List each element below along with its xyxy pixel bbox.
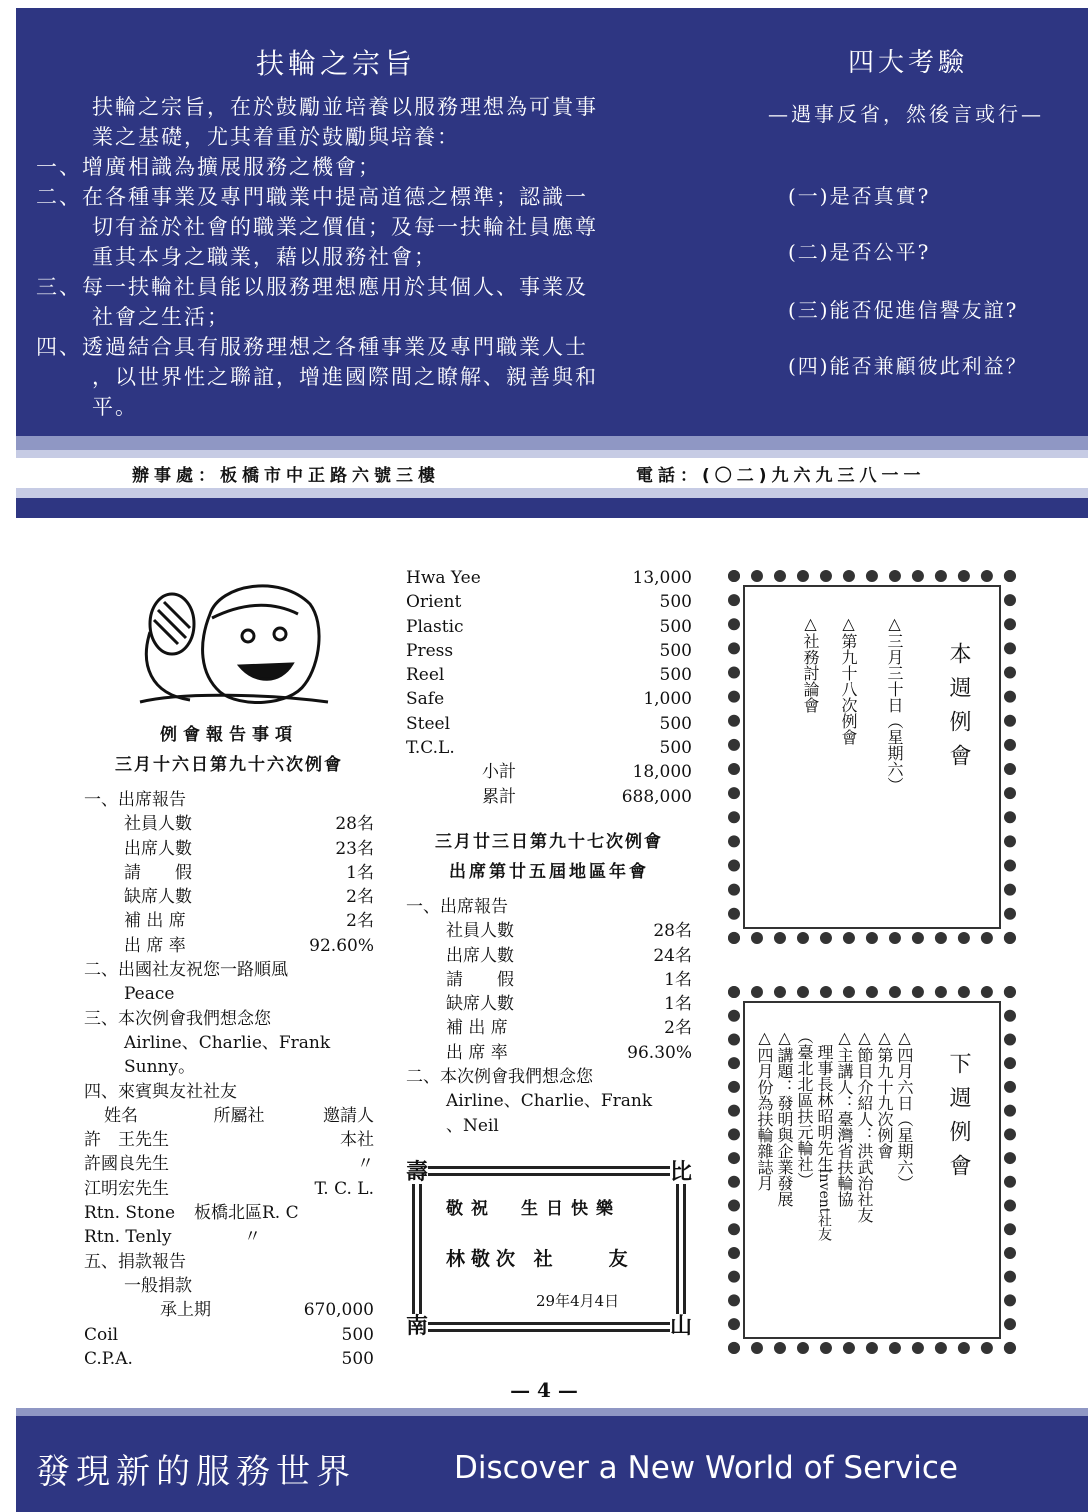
purpose-item-2c: 重其本身之職業，藉以服務社會；: [92, 245, 437, 269]
birthday-date: 29年4月4日: [536, 1292, 620, 1310]
section-heading: 四、來賓與友社社友: [84, 1081, 237, 1102]
purpose-item-3a: 三、每一扶輪社員能以服務理想應用於其個人、事業及: [36, 275, 588, 299]
next-week-line: △講題：發明與企業發展: [775, 1028, 794, 1207]
attendance-row: 出 席 率 92.60%: [124, 935, 374, 956]
next-week-line: △第九十九次例會: [875, 1028, 894, 1159]
donation-row: Reel 500: [406, 665, 692, 686]
purpose-title: 扶輪之宗旨: [256, 47, 417, 80]
attendance-row: 請 假 1名: [446, 969, 692, 990]
attendance-heading: 一、出席報告: [406, 896, 508, 917]
donation-row: T.C.L. 500: [406, 738, 692, 759]
four-way-test-q3: (三)能否促進信譽友誼?: [788, 298, 1019, 322]
next-week-line: 理事長林昭明先生: [815, 1028, 834, 1172]
attendance-row: 補 出 席 2名: [446, 1018, 692, 1039]
attendance-row: 社員人數 28名: [124, 814, 374, 835]
next-week-line: △四月六日（星期六）: [895, 1028, 914, 1191]
guest-row: Rtn. Tenly 〃: [84, 1227, 261, 1248]
guest-table-header: 姓名 所屬社 邀請人: [104, 1105, 374, 1126]
office-address: 辦事處：板橋市中正路六號三樓: [132, 466, 440, 486]
office-phone: 電話：(〇二)九六九三八一一: [636, 466, 926, 486]
attendance-row: 社員人數 28名: [446, 921, 692, 942]
section-body: Airline、Charlie、Frank: [446, 1091, 653, 1112]
slogan-english: Discover a New World of Service: [454, 1450, 958, 1486]
four-way-test-subtitle: —遇事反省，然後言或行—: [768, 102, 1044, 126]
guest-row: 許國良先生 〃: [84, 1154, 374, 1175]
this-week-meeting-box: [728, 570, 1016, 944]
attendance-row: 出席人數 24名: [446, 945, 692, 966]
attendance-row: 出 席 率 96.30%: [446, 1042, 692, 1063]
purpose-item-2a: 二、在各種事業及專門職業中提高道德之標準；認識一: [36, 185, 588, 209]
divider-stripe: [16, 488, 1088, 498]
rotary-purpose-panel: [16, 8, 1088, 436]
purpose-intro-2: 業之基礎，尤其着重於鼓勵與培養：: [92, 125, 460, 149]
donation-row: Press 500: [406, 640, 692, 661]
four-way-test-q2: (二)是否公平?: [788, 240, 931, 264]
divider-stripe: [16, 450, 1088, 458]
this-week-line: △第九十八次例會: [839, 614, 858, 745]
purpose-item-4b: ，以世界性之聯誼，增進國際間之瞭解、親善與和: [92, 365, 598, 389]
section-body: Sunny。: [124, 1057, 196, 1078]
attendance-row: 缺席人數 1名: [446, 994, 692, 1015]
corner-char: 壽: [406, 1159, 429, 1185]
donations-and-report-97: [406, 566, 692, 1138]
purpose-item-4c: 平。: [92, 395, 138, 419]
section-heading: 三、本次例會我們想念您: [84, 1008, 271, 1029]
next-week-line: （臺北北區扶元輪社）: [795, 1028, 814, 1188]
next-week-line: △四月份為扶輪雜誌月: [755, 1028, 774, 1191]
attendance-row: 請 假 1名: [124, 862, 374, 883]
meeting-report-96: [84, 720, 374, 1371]
donation-row: Orient 500: [406, 592, 692, 613]
purpose-item-4a: 四、透過結合具有服務理想之各種事業及專門職業人士: [36, 335, 588, 359]
mascot-illustration: [120, 574, 330, 710]
slogan-chinese: 發現新的服務世界: [36, 1452, 356, 1492]
divider-stripe: [16, 498, 1088, 518]
section-heading: 二、出國社友祝您一路順風: [84, 960, 288, 981]
footer-stripe: [16, 1408, 1088, 1416]
next-week-line: △主講人：臺灣省扶輪協: [835, 1028, 854, 1207]
donation-row: Plastic 500: [406, 616, 692, 637]
four-way-test-title: 四大考驗: [848, 48, 969, 78]
purpose-item-2b: 切有益於社會的職業之價值；及每一扶輪社員應尊: [92, 215, 598, 239]
attendance-row: 補 出 席 2名: [124, 911, 374, 932]
four-way-test-q4: (四)能否兼顧彼此利益？: [788, 354, 1028, 378]
purpose-intro-1: 扶輪之宗旨，在於鼓勵並培養以服務理想為可貴事: [92, 95, 598, 119]
purpose-text: [36, 92, 696, 422]
purpose-item-1: 一、增廣相識為擴展服務之機會；: [36, 155, 381, 179]
next-week-title: 下週例會: [946, 1052, 971, 1188]
next-week-line: △節目介紹人：洪武治社友: [855, 1028, 874, 1223]
report-title: 例會報告事項: [160, 725, 298, 745]
next-week-meeting-box: [728, 986, 1016, 1354]
birthday-name: 林敬次 社 友: [446, 1248, 634, 1270]
section-body: Peace: [124, 984, 175, 1005]
donation-row: C.P.A. 500: [84, 1348, 374, 1369]
section-heading: 五、捐款報告: [84, 1251, 186, 1272]
report-subtitle: 三月十六日第九十六次例會: [115, 755, 343, 775]
corner-char: 南: [406, 1313, 429, 1339]
report97-title: 三月廿三日第九十七次例會: [435, 831, 663, 852]
attendance-heading: 一、出席報告: [84, 790, 186, 810]
section-body: 、Neil: [446, 1115, 499, 1136]
next-week-note: Invent社友: [816, 1168, 832, 1242]
this-week-title: 本週例會: [946, 642, 971, 778]
section-subheading: 一般捐款: [124, 1275, 192, 1296]
donation-row: Steel 500: [406, 713, 692, 734]
this-week-line: △社務討論會: [801, 614, 820, 713]
section-heading: 二、本次例會我們想念您: [406, 1067, 593, 1088]
donation-row: Hwa Yee 13,000: [406, 568, 692, 588]
divider-stripe: [16, 436, 1088, 450]
donation-row: 承上期 670,000: [160, 1300, 374, 1321]
birthday-greeting: 敬祝 生日快樂: [446, 1199, 621, 1219]
report97-subtitle: 出席第廿五屆地區年會: [449, 861, 649, 882]
guest-row: 江明宏先生 T. C. L.: [84, 1178, 374, 1199]
guest-row: Rtn. Stone 板橋北區R. C: [84, 1203, 299, 1224]
donation-row: Coil 500: [84, 1324, 374, 1345]
donation-row: Safe 1,000: [406, 689, 692, 710]
attendance-row: 出席人數 23名: [124, 838, 374, 859]
section-body: Airline、Charlie、Frank: [124, 1032, 331, 1053]
guest-row: 許 王先生 本社: [84, 1130, 374, 1151]
this-week-line: △三月三十日（星期六）: [885, 614, 904, 793]
four-way-test-q1: (一)是否真實?: [788, 184, 931, 208]
donation-total: 累計 688,000: [482, 786, 692, 807]
attendance-row: 缺席人數 2名: [124, 887, 374, 908]
birthday-greeting-box: [406, 1160, 692, 1338]
office-info-bar: [16, 458, 1088, 488]
corner-char: 比: [669, 1159, 692, 1185]
page-number: — 4 —: [510, 1378, 578, 1402]
purpose-item-3b: 社會之生活；: [92, 305, 230, 329]
donation-subtotal: 小計 18,000: [482, 762, 692, 783]
corner-char: 山: [669, 1313, 692, 1339]
footer-band: [16, 1408, 1088, 1512]
